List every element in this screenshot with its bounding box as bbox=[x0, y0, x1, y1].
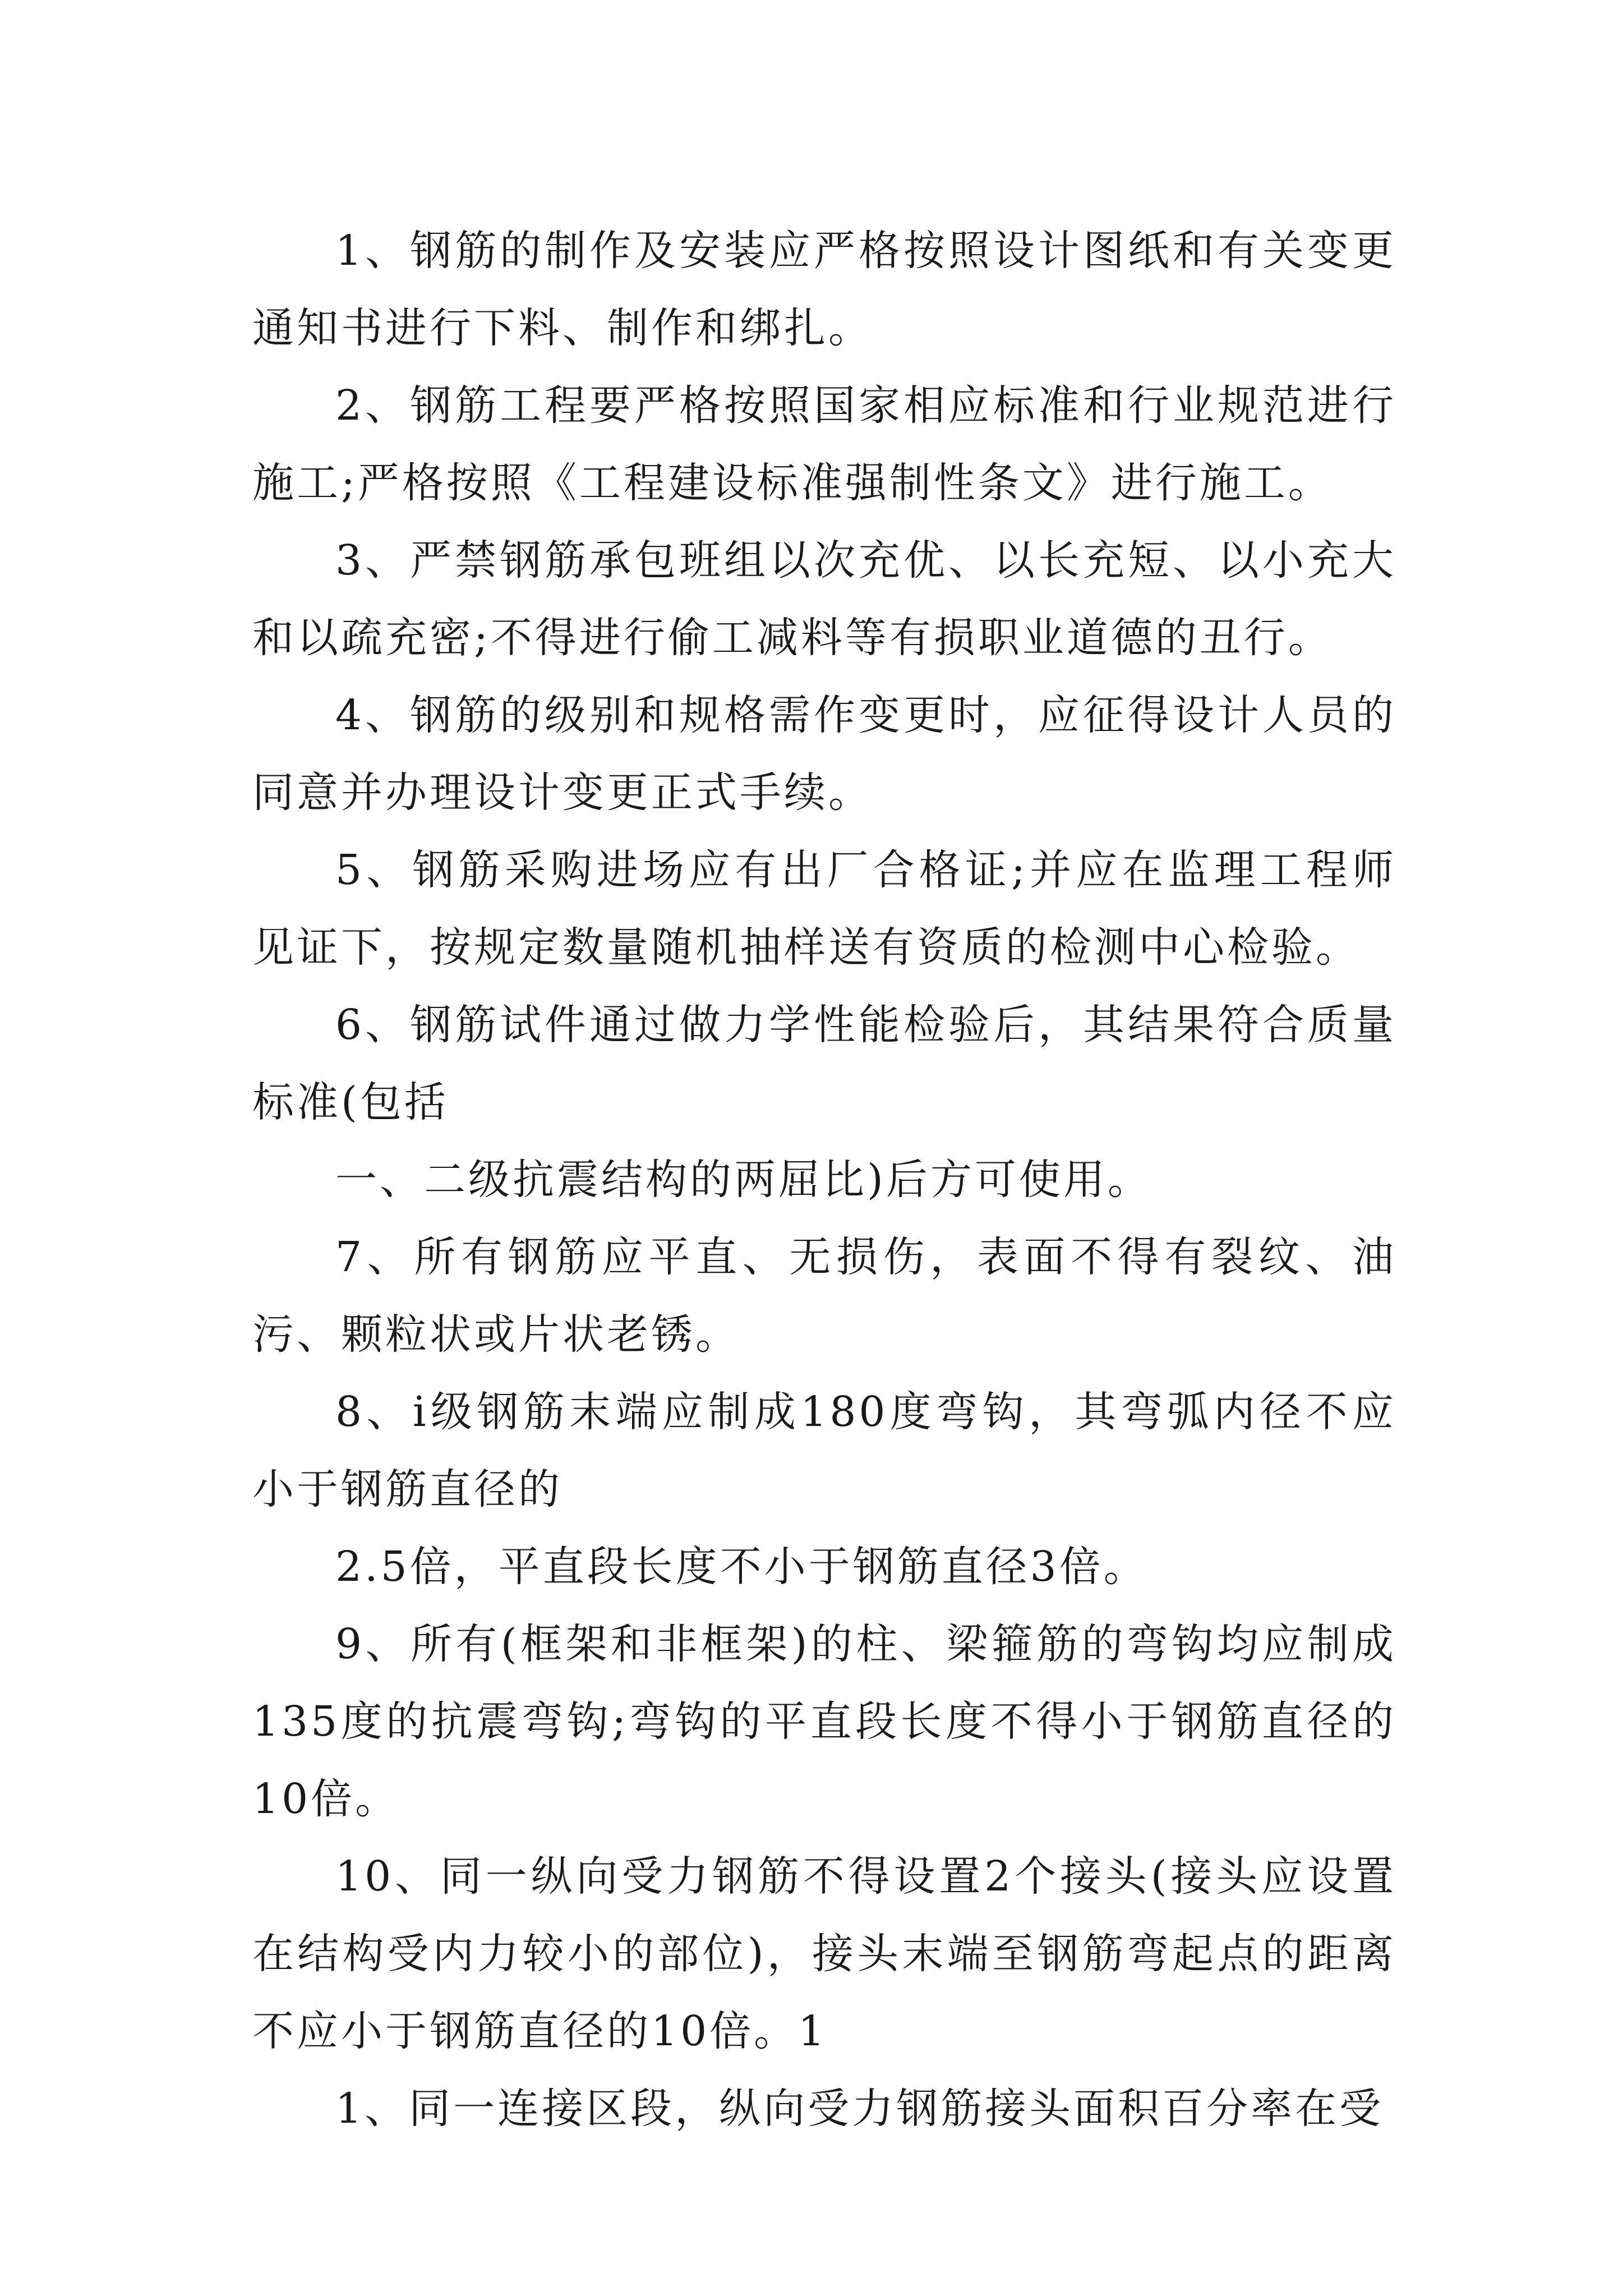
paragraph-10: 10、同一纵向受力钢筋不得设置2个接头(接头应设置在结构受内力较小的部位)，接头末端至钢筋弯起点的距离不应小于钢筋直径的10倍。1 bbox=[252, 1852, 1396, 2055]
paragraph-5: 5、钢筋采购进场应有出厂合格证;并应在监理工程师见证下，按规定数量随机抽样送有资质的检测中心检验。 bbox=[252, 846, 1396, 972]
paragraph-3: 3、严禁钢筋承包班组以次充优、以长充短、以小充大和以疏充密;不得进行偷工减料等有损职业道德的丑行。 bbox=[252, 536, 1396, 662]
paragraph-2: 2、钢筋工程要严格按照国家相应标准和行业规范进行施工;严格按照《工程建设标准强制性条文》进行施工。 bbox=[252, 381, 1396, 507]
paragraph-9: 9、所有(框架和非框架)的柱、梁箍筋的弯钩均应制成135度的抗震弯钩;弯钩的平直段长度不得小于钢筋直径的10倍。 bbox=[252, 1620, 1396, 1823]
document-body bbox=[252, 212, 1396, 2147]
paragraph-1: 1、钢筋的制作及安装应严格按照设计图纸和有关变更通知书进行下料、制作和绑扎。 bbox=[252, 227, 1396, 352]
paragraph-7: 7、所有钢筋应平直、无损伤，表面不得有裂纹、油污、颗粒状或片状老锈。 bbox=[252, 1233, 1396, 1359]
paragraph-11: 1、同一连接区段，纵向受力钢筋接头面积百分率在受 bbox=[335, 2085, 1384, 2133]
paragraph-8-continued: 2.5倍，平直段长度不小于钢筋直径3倍。 bbox=[335, 1543, 1148, 1591]
paragraph-8: 8、ⅰ级钢筋末端应制成180度弯钩，其弯弧内径不应小于钢筋直径的 bbox=[252, 1388, 1396, 1513]
paragraph-4: 4、钢筋的级别和规格需作变更时，应征得设计人员的同意并办理设计变更正式手续。 bbox=[252, 691, 1396, 817]
paragraph-6: 6、钢筋试件通过做力学性能检验后，其结果符合质量标准(包括 bbox=[252, 1001, 1396, 1126]
paragraph-6-continued: 一、二级抗震结构的两屈比)后方可使用。 bbox=[335, 1156, 1152, 1204]
